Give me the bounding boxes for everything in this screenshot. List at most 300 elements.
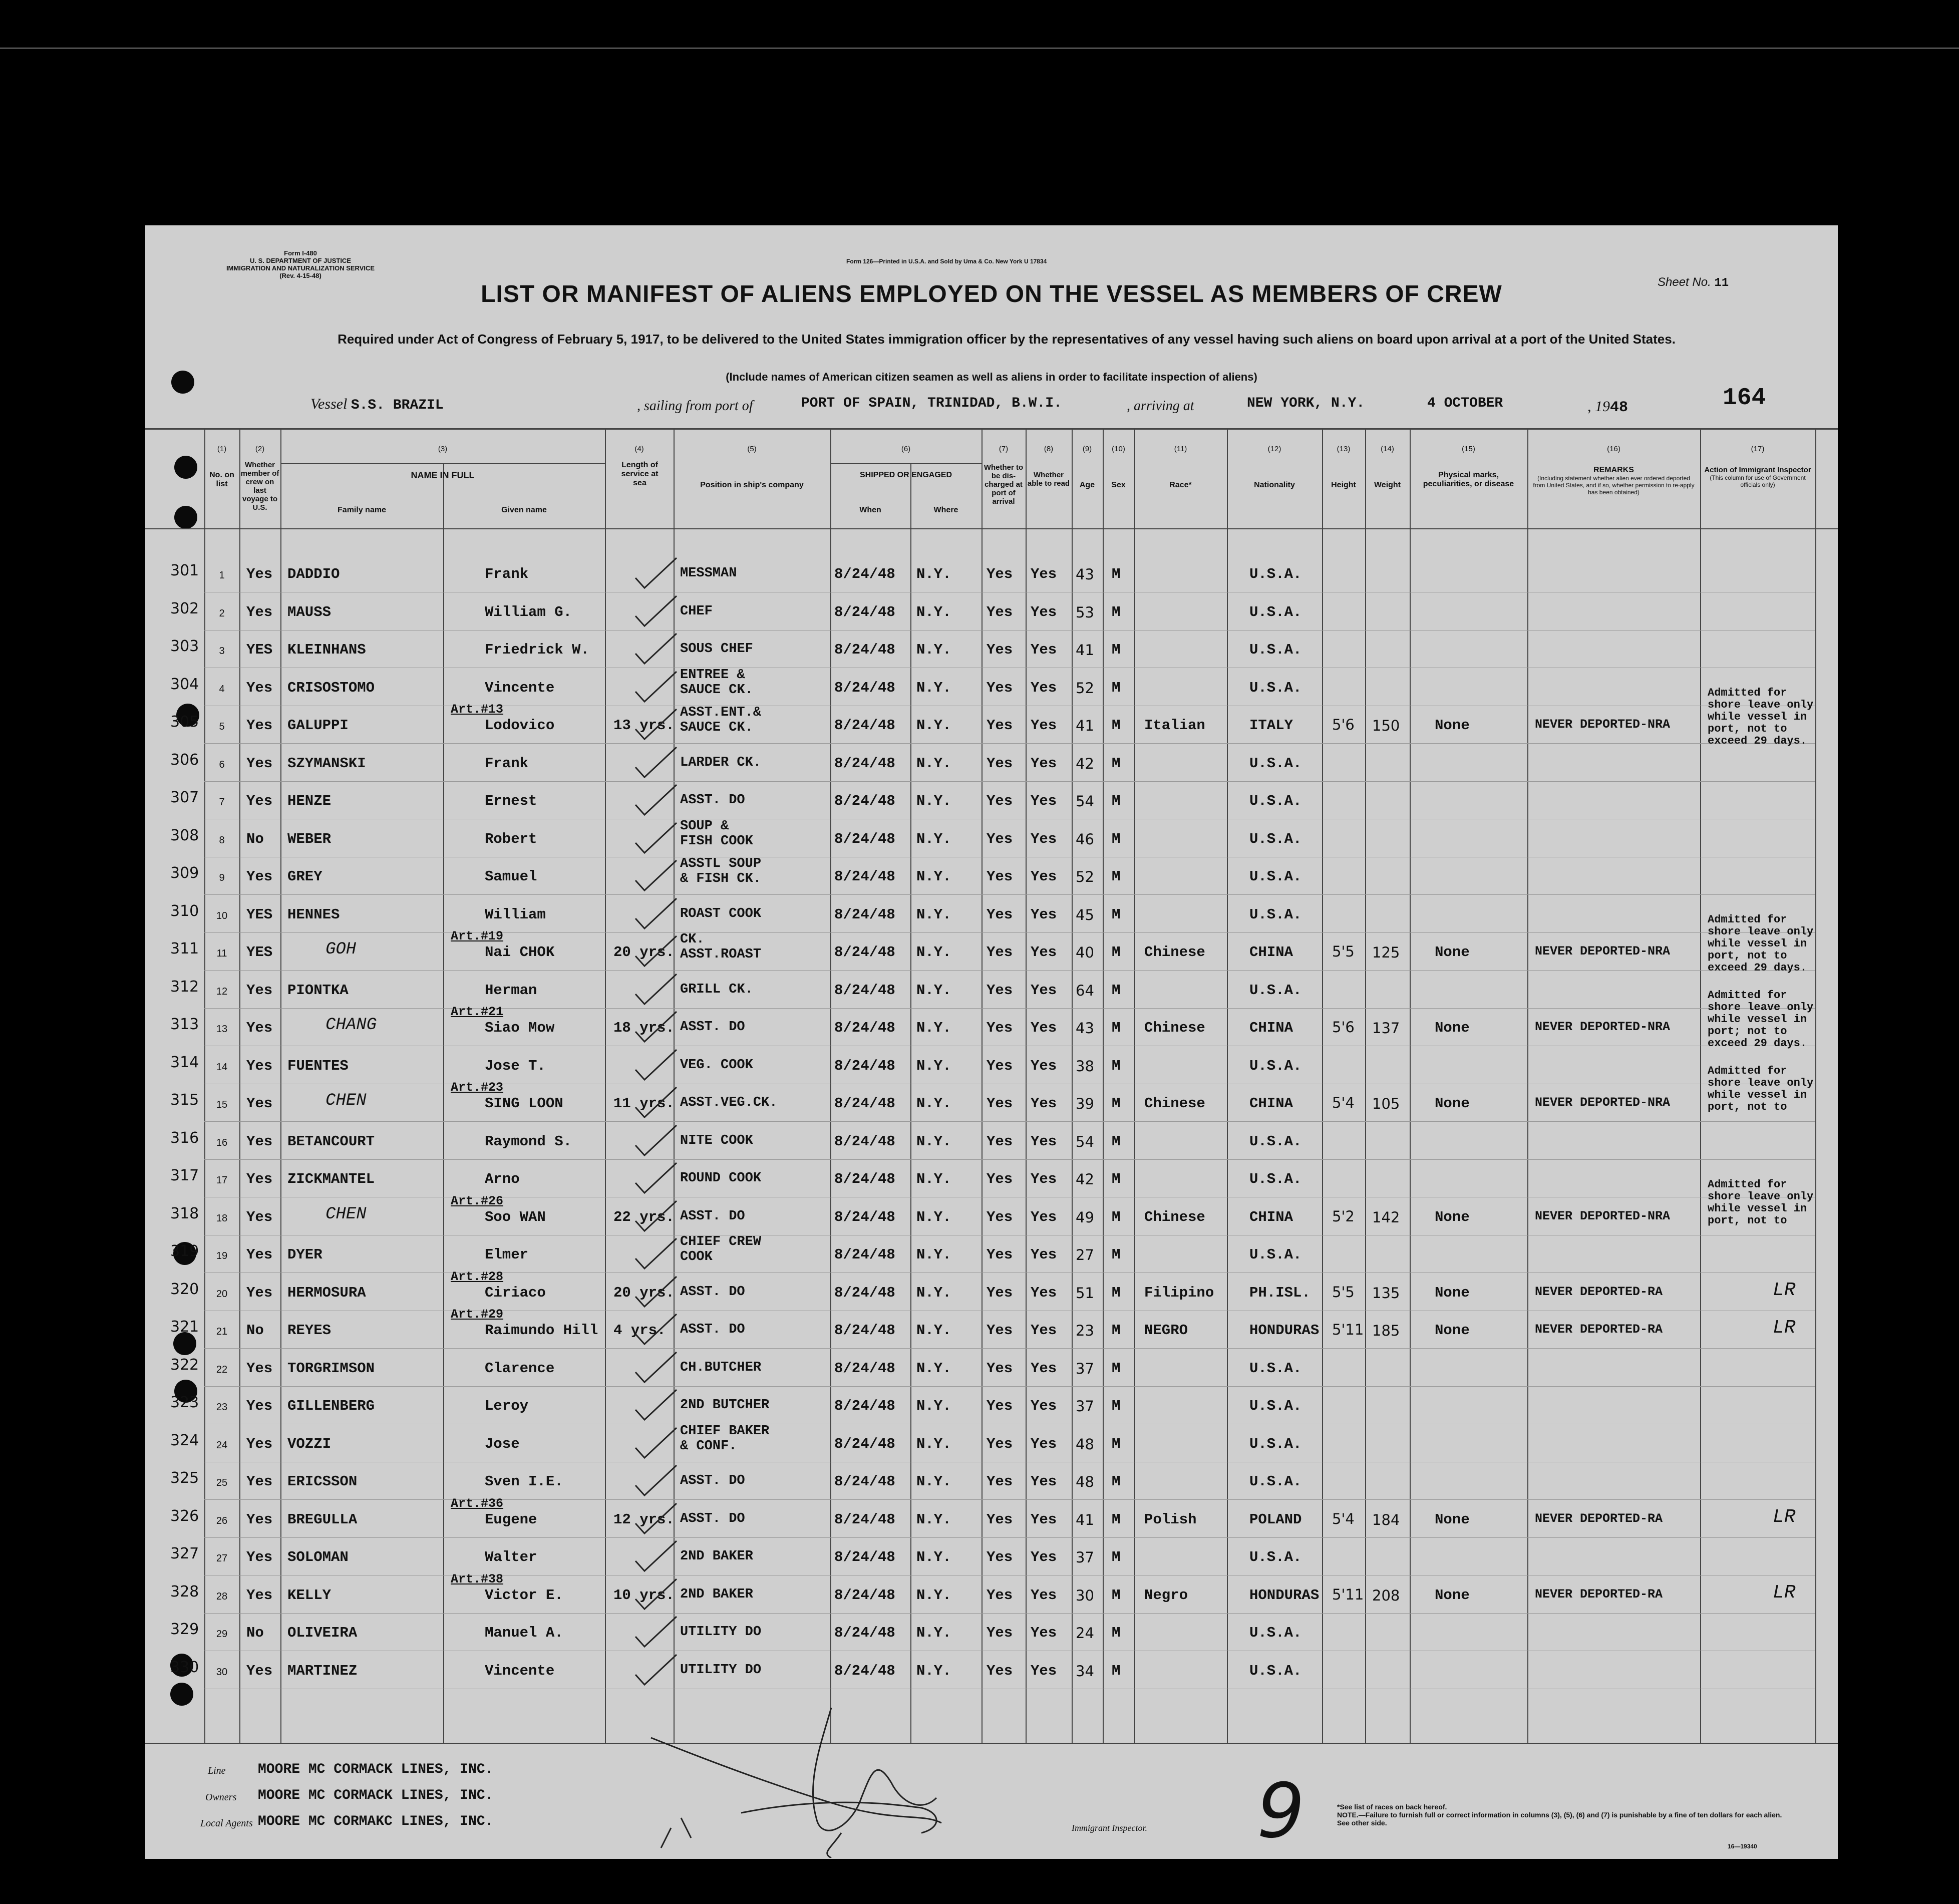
row-family-name: CHANG (325, 1016, 377, 1035)
col-rule (443, 463, 444, 1743)
row-discharged: Yes (987, 1511, 1013, 1528)
col-1-number: (1) (217, 445, 227, 453)
row-check-mark (633, 1577, 679, 1612)
row-check-mark (633, 783, 679, 818)
row-discharged: Yes (987, 566, 1013, 582)
row-age: 40 (1076, 944, 1094, 961)
sailing-label: , sailing from port of (637, 398, 753, 414)
row-shipped-when: 8/24/48 (834, 1549, 895, 1565)
row-family-name: HENZE (287, 793, 332, 809)
row-length-of-service: 22 yrs. (613, 1209, 675, 1225)
row-given-name: Soo WAN (485, 1209, 546, 1225)
row-given-name: Walter (485, 1549, 537, 1565)
row-sequence-number: 324 (170, 1432, 199, 1449)
row-remarks: NEVER DEPORTED-NRA (1535, 1020, 1671, 1034)
row-shipped-when: 8/24/48 (834, 1587, 895, 1604)
inspector-label: Immigrant Inspector. (1072, 1823, 1147, 1833)
row-check-mark (633, 1199, 679, 1234)
row-shipped-when: 8/24/48 (834, 1285, 895, 1301)
row-shipped-where: N.Y. (916, 982, 951, 999)
row-remarks: NEVER DEPORTED-RA (1535, 1322, 1663, 1337)
row-race: NEGRO (1144, 1322, 1188, 1339)
row-nationality: U.S.A. (1249, 1171, 1302, 1187)
row-family-name: HENNES (287, 906, 340, 923)
row-list-number: 19 (216, 1250, 228, 1261)
arrival-date: 4 OCTOBER (1427, 396, 1503, 411)
row-family-name: WEBER (287, 831, 332, 847)
row-sequence-number: 305 (170, 713, 199, 731)
table-row-rule (204, 1613, 1815, 1614)
col-header-shipped-or-engaged: SHIPPED OR ENGAGED (859, 471, 952, 479)
row-family-name: GREY (287, 868, 322, 885)
row-given-name: Ernest (485, 793, 537, 809)
row-nationality: U.S.A. (1249, 1058, 1302, 1074)
row-physical-marks: None (1435, 1095, 1470, 1112)
row-sequence-number: 316 (170, 1129, 199, 1147)
row-age: 46 (1076, 831, 1094, 848)
row-family-name: GILLENBERG (287, 1398, 375, 1414)
row-age: 54 (1076, 793, 1094, 810)
row-check-mark (633, 1048, 679, 1083)
row-sex: M (1112, 982, 1121, 999)
row-given-name: SING LOON (485, 1095, 563, 1112)
col-rule (280, 428, 281, 1743)
row-discharged: Yes (987, 680, 1013, 696)
row-position-line1: CK. (680, 932, 705, 947)
table-row-rule (204, 1537, 1815, 1538)
row-able-to-read: Yes (1031, 1663, 1057, 1679)
row-position: GRILL CK. (680, 982, 753, 997)
row-list-number: 29 (216, 1629, 228, 1640)
row-race: Chinese (1144, 1095, 1205, 1112)
row-sequence-number: 320 (170, 1281, 199, 1298)
row-able-to-read: Yes (1031, 944, 1057, 961)
col-11-number: (11) (1174, 445, 1187, 453)
row-list-number: 25 (216, 1477, 228, 1488)
col-header-given-name: Given name (501, 506, 547, 514)
row-shipped-when: 8/24/48 (834, 831, 895, 847)
row-position-line2: ASST.ROAST (680, 947, 762, 962)
row-family-name: HERMOSURA (287, 1285, 366, 1301)
row-sex: M (1112, 1549, 1121, 1565)
row-length-of-service: 12 yrs. (613, 1511, 675, 1528)
row-weight: 150 (1372, 717, 1400, 734)
row-nationality: U.S.A. (1249, 1473, 1302, 1490)
row-age: 45 (1076, 906, 1094, 923)
row-age: 49 (1076, 1209, 1094, 1226)
row-last-voyage: Yes (246, 1587, 273, 1604)
row-position-line1: ASSTL SOUP (680, 856, 762, 871)
row-able-to-read: Yes (1031, 1209, 1057, 1225)
row-given-name: Clarence (485, 1360, 555, 1377)
row-given-name: Frank (485, 755, 529, 772)
row-list-number: 9 (219, 872, 225, 883)
row-shipped-where: N.Y. (916, 680, 951, 696)
row-given-name: Arno (485, 1171, 520, 1187)
row-shipped-where: N.Y. (916, 1171, 951, 1187)
row-shipped-where: N.Y. (916, 793, 951, 809)
row-sequence-number: 323 (170, 1394, 199, 1411)
printer-line: Form 126—Printed in U.S.A. and Sold by Uma & Co. New York U 17834 (846, 258, 1047, 265)
col-rule (830, 428, 831, 1743)
row-nationality: U.S.A. (1249, 680, 1302, 696)
row-able-to-read: Yes (1031, 604, 1057, 620)
row-family-name: REYES (287, 1322, 332, 1339)
row-shipped-where: N.Y. (916, 1436, 951, 1452)
col-header-position: Position in ship's company (700, 481, 804, 489)
row-sex: M (1112, 906, 1121, 923)
row-nationality: U.S.A. (1249, 566, 1302, 582)
row-able-to-read: Yes (1031, 982, 1057, 999)
row-sex: M (1112, 680, 1121, 696)
row-list-number: 16 (216, 1137, 228, 1148)
row-sequence-number: 306 (170, 751, 199, 769)
row-check-mark (633, 972, 679, 1007)
row-position-line1: ENTREE & (680, 668, 745, 683)
row-position: ASST. DO (680, 1020, 745, 1035)
arriving-label: , arriving at (1127, 398, 1194, 414)
row-shipped-where: N.Y. (916, 1285, 951, 1301)
row-weight: 105 (1372, 1095, 1400, 1112)
row-list-number: 17 (216, 1175, 228, 1186)
row-check-mark (633, 1539, 679, 1574)
row-discharged: Yes (987, 1663, 1013, 1679)
row-last-voyage: Yes (246, 1171, 273, 1187)
row-physical-marks: None (1435, 1209, 1470, 1225)
row-length-of-service: 20 yrs. (613, 944, 675, 961)
row-discharged: Yes (987, 1058, 1013, 1074)
row-shipped-when: 8/24/48 (834, 906, 895, 923)
col-rule (1026, 428, 1027, 1743)
row-position: SOUS CHEF (680, 642, 753, 657)
port-from: PORT OF SPAIN, TRINIDAD, B.W.I. (801, 396, 1062, 411)
row-list-number: 4 (219, 684, 225, 695)
row-article-number: Art.#21 (451, 1005, 504, 1019)
row-discharged: Yes (987, 604, 1013, 620)
row-position: UTILITY DO (680, 1625, 762, 1640)
row-sequence-number: 312 (170, 978, 199, 996)
sheet-label: Sheet No. 11 (1658, 275, 1729, 290)
col-5-number: (5) (747, 445, 757, 453)
row-family-name: TORGRIMSON (287, 1360, 375, 1377)
row-given-name: Vincente (485, 1663, 555, 1679)
row-age: 37 (1076, 1549, 1094, 1566)
row-remarks: NEVER DEPORTED-RA (1535, 1587, 1663, 1602)
row-remarks: NEVER DEPORTED-NRA (1535, 717, 1671, 732)
row-given-name: Sven I.E. (485, 1473, 563, 1490)
include-text: (Include names of American citizen seamen as well as aliens in order to facilitate inspection of aliens) (726, 371, 1257, 383)
row-discharged: Yes (987, 944, 1013, 961)
row-check-mark (633, 1426, 679, 1461)
row-discharged: Yes (987, 1171, 1013, 1187)
row-height: 5'11 (1332, 1586, 1364, 1603)
form-code: 16—19340 (1728, 1843, 1757, 1850)
row-list-number: 3 (219, 646, 225, 657)
col-15-number: (15) (1462, 445, 1475, 453)
row-able-to-read: Yes (1031, 1549, 1057, 1565)
row-weight: 208 (1372, 1587, 1400, 1604)
row-height: 5'4 (1332, 1510, 1355, 1527)
row-sequence-number: 326 (170, 1507, 199, 1525)
punch-hole (174, 506, 197, 529)
row-shipped-where: N.Y. (916, 1095, 951, 1112)
table-top-rule (145, 428, 1838, 430)
row-check-mark (633, 594, 679, 629)
table-row-rule (204, 970, 1815, 971)
row-given-name: Jose T. (485, 1058, 546, 1074)
row-given-name: Siao Mow (485, 1020, 555, 1036)
row-discharged: Yes (987, 717, 1013, 734)
row-position-line1: ASST.ENT.& (680, 705, 762, 720)
row-sex: M (1112, 1322, 1121, 1339)
footer-owners-label: Owners (205, 1792, 237, 1803)
row-remarks: NEVER DEPORTED-NRA (1535, 944, 1671, 959)
row-given-name: Manuel A. (485, 1625, 563, 1641)
row-shipped-when: 8/24/48 (834, 1663, 895, 1679)
row-nationality: U.S.A. (1249, 604, 1302, 620)
row-shipped-where: N.Y. (916, 566, 951, 582)
row-length-of-service: 13 yrs. (613, 717, 675, 734)
row-position-line2: COOK (680, 1249, 713, 1264)
row-shipped-when: 8/24/48 (834, 717, 895, 734)
row-able-to-read: Yes (1031, 1436, 1057, 1452)
row-given-name: Ciriaco (485, 1285, 546, 1301)
row-list-number: 30 (216, 1667, 228, 1678)
col-header-where: Where (933, 506, 958, 514)
row-family-name: SZYMANSKI (287, 755, 366, 772)
row-inspector-action: Admitted for shore leave only while vessel in port, not to exceed 29 days. (1708, 687, 1814, 747)
row-discharged: Yes (987, 1473, 1013, 1490)
row-article-number: Art.#13 (451, 702, 504, 717)
row-given-name: William G. (485, 604, 572, 620)
row-sequence-number: 311 (170, 940, 199, 958)
row-nationality: U.S.A. (1249, 1360, 1302, 1377)
row-check-mark (633, 858, 679, 893)
row-shipped-where: N.Y. (916, 755, 951, 772)
row-position-line2: FISH COOK (680, 834, 753, 849)
row-height: 5'11 (1332, 1321, 1364, 1338)
row-shipped-when: 8/24/48 (834, 944, 895, 961)
col-rule (605, 428, 606, 1743)
row-physical-marks: None (1435, 1285, 1470, 1301)
row-list-number: 27 (216, 1553, 228, 1564)
col-header-last-voyage: Whether member of crew on last voyage to U.S. (240, 461, 279, 512)
row-shipped-when: 8/24/48 (834, 566, 895, 582)
row-inspector-action: LR (1773, 1506, 1796, 1528)
row-nationality: U.S.A. (1249, 1246, 1302, 1263)
row-shipped-when: 8/24/48 (834, 1398, 895, 1414)
row-sex: M (1112, 944, 1121, 961)
row-age: 34 (1076, 1663, 1094, 1680)
row-able-to-read: Yes (1031, 1246, 1057, 1263)
col-header-physical-marks: Physical marks, peculiarities, or disease (1423, 471, 1514, 488)
row-sequence-number: 302 (170, 600, 199, 617)
row-last-voyage: Yes (246, 1285, 273, 1301)
row-shipped-where: N.Y. (916, 642, 951, 658)
row-sequence-number: 304 (170, 676, 199, 693)
row-nationality: HONDURAS (1249, 1322, 1320, 1339)
row-last-voyage: Yes (246, 1095, 273, 1112)
col-12-number: (12) (1267, 445, 1281, 453)
row-age: 39 (1076, 1095, 1094, 1112)
row-shipped-where: N.Y. (916, 1663, 951, 1679)
form-id-block: Form I-480 U. S. DEPARTMENT OF JUSTICE IMMIGRATION AND NATURALIZATION SERVICE (Rev. 4-15-48) (226, 249, 375, 279)
row-check-mark (633, 1010, 679, 1045)
row-inspector-action: LR (1773, 1317, 1796, 1339)
row-given-name: Friedrick W. (485, 642, 589, 658)
footer-agents-value: MOORE MC CORMAKC LINES, INC. (258, 1814, 494, 1829)
col-7-number: (7) (999, 445, 1009, 453)
row-race: Negro (1144, 1587, 1188, 1604)
row-position: ROAST COOK (680, 906, 762, 921)
row-shipped-when: 8/24/48 (834, 1246, 895, 1263)
name-subrule (280, 463, 605, 464)
row-list-number: 18 (216, 1213, 228, 1224)
row-age: 37 (1076, 1360, 1094, 1377)
row-family-name: GALUPPI (287, 717, 349, 734)
col-rule (1134, 428, 1135, 1743)
row-check-mark (633, 1085, 679, 1120)
row-discharged: Yes (987, 868, 1013, 885)
row-sequence-number: 313 (170, 1016, 199, 1033)
row-family-name: BETANCOURT (287, 1133, 375, 1150)
row-shipped-when: 8/24/48 (834, 1020, 895, 1036)
table-row-rule (204, 1008, 1815, 1009)
table-bottom-rule (145, 1743, 1838, 1744)
row-sequence-number: 322 (170, 1356, 199, 1374)
page-stamp: 164 (1723, 385, 1766, 412)
row-shipped-where: N.Y. (916, 1322, 951, 1339)
row-last-voyage: YES (246, 906, 273, 923)
row-shipped-where: N.Y. (916, 906, 951, 923)
row-nationality: U.S.A. (1249, 906, 1302, 923)
row-shipped-where: N.Y. (916, 1625, 951, 1641)
row-sex: M (1112, 1246, 1121, 1263)
row-given-name: Samuel (485, 868, 537, 885)
col-rule (1700, 428, 1701, 1743)
row-list-number: 21 (216, 1326, 228, 1337)
col-header-no-on-list: No. on list (209, 471, 234, 488)
row-height: 5'6 (1332, 1019, 1355, 1036)
row-age: 38 (1076, 1058, 1094, 1075)
footer-agents-label: Local Agents (200, 1818, 253, 1829)
top-scan-line (0, 48, 1959, 49)
row-position: 2ND BAKER (680, 1549, 753, 1564)
row-list-number: 28 (216, 1591, 228, 1602)
row-last-voyage: YES (246, 944, 273, 961)
row-inspector-action: LR (1773, 1582, 1796, 1604)
row-family-name: BREGULLA (287, 1511, 358, 1528)
row-physical-marks: None (1435, 1020, 1470, 1036)
col-8-number: (8) (1044, 445, 1054, 453)
row-given-name: Raimundo Hill (485, 1322, 598, 1339)
row-able-to-read: Yes (1031, 1398, 1057, 1414)
row-family-name: DADDIO (287, 566, 340, 582)
row-shipped-when: 8/24/48 (834, 982, 895, 999)
row-age: 30 (1076, 1587, 1094, 1604)
row-age: 53 (1076, 604, 1094, 621)
row-discharged: Yes (987, 1209, 1013, 1225)
row-position: ASST. DO (680, 793, 745, 808)
row-sequence-number: 315 (170, 1091, 199, 1109)
row-position: MESSMAN (680, 566, 737, 581)
row-able-to-read: Yes (1031, 1587, 1057, 1604)
row-nationality: U.S.A. (1249, 831, 1302, 847)
row-able-to-read: Yes (1031, 831, 1057, 847)
row-shipped-where: N.Y. (916, 1058, 951, 1074)
row-last-voyage: Yes (246, 566, 273, 582)
row-check-mark (633, 1463, 679, 1498)
row-given-name: Nai CHOK (485, 944, 555, 961)
row-sex: M (1112, 1171, 1121, 1187)
row-shipped-when: 8/24/48 (834, 1360, 895, 1377)
row-sequence-number: 317 (170, 1167, 199, 1184)
row-shipped-where: N.Y. (916, 1511, 951, 1528)
row-position-line2: SAUCE CK. (680, 683, 753, 698)
row-sex: M (1112, 1398, 1121, 1414)
col-header-race: Race* (1169, 481, 1192, 489)
row-article-number: Art.#38 (451, 1572, 504, 1586)
row-discharged: Yes (987, 1625, 1013, 1641)
row-list-number: 22 (216, 1364, 228, 1375)
row-last-voyage: Yes (246, 1398, 273, 1414)
row-race: Chinese (1144, 1020, 1205, 1036)
row-nationality: U.S.A. (1249, 1436, 1302, 1452)
row-last-voyage: Yes (246, 1473, 273, 1490)
row-shipped-when: 8/24/48 (834, 604, 895, 620)
row-check-mark (633, 1501, 679, 1536)
row-list-number: 11 (216, 948, 227, 959)
row-shipped-where: N.Y. (916, 831, 951, 847)
row-check-mark (633, 631, 679, 667)
row-sequence-number: 321 (170, 1318, 199, 1336)
col-header-height: Height (1331, 481, 1356, 489)
row-given-name: Herman (485, 982, 537, 999)
row-inspector-action: Admitted for shore leave only while vessel in port, not to (1708, 1178, 1814, 1227)
row-last-voyage: Yes (246, 1246, 273, 1263)
row-sex: M (1112, 1133, 1121, 1150)
row-able-to-read: Yes (1031, 1473, 1057, 1490)
col-header-age: Age (1079, 481, 1095, 489)
row-age: 37 (1076, 1398, 1094, 1415)
row-sex: M (1112, 1663, 1121, 1679)
row-list-number: 15 (216, 1099, 228, 1110)
row-discharged: Yes (987, 1322, 1013, 1339)
row-shipped-when: 8/24/48 (834, 868, 895, 885)
row-shipped-where: N.Y. (916, 1473, 951, 1490)
row-age: 23 (1076, 1322, 1094, 1339)
row-able-to-read: Yes (1031, 1285, 1057, 1301)
footer-line-label: Line (208, 1765, 226, 1776)
row-shipped-when: 8/24/48 (834, 1171, 895, 1187)
col-rule (1365, 428, 1366, 1743)
col-rule (239, 428, 240, 1743)
manifest-sheet (145, 225, 1838, 1859)
row-able-to-read: Yes (1031, 1511, 1057, 1528)
row-weight: 184 (1372, 1511, 1400, 1528)
row-check-mark (633, 1161, 679, 1196)
row-length-of-service: 4 yrs. (613, 1322, 666, 1339)
row-last-voyage: Yes (246, 1058, 273, 1074)
row-able-to-read: Yes (1031, 1360, 1057, 1377)
row-physical-marks: None (1435, 1587, 1470, 1604)
row-able-to-read: Yes (1031, 566, 1057, 582)
row-position: CH.BUTCHER (680, 1360, 762, 1375)
table-row-rule (204, 743, 1815, 744)
punch-hole (170, 1683, 193, 1706)
col-header-nationality: Nationality (1254, 481, 1295, 489)
row-shipped-where: N.Y. (916, 1587, 951, 1604)
